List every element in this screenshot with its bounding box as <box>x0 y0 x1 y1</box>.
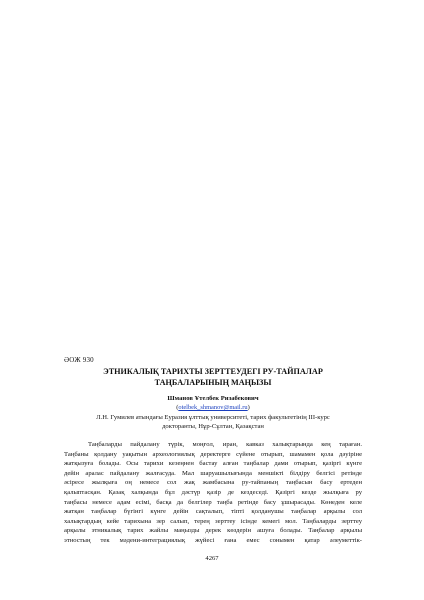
page-number: 4267 <box>205 555 219 562</box>
email-open-paren: ( <box>176 404 179 411</box>
body-line: Таңбаларды пайдалану түрік, моңғол, иран, кавказ халықтарында кең тараған. <box>88 441 362 448</box>
body-line: этностың тек мәдени-интеграциялық жүйесі ғана емес сонымен қатар әлеуметтік- <box>64 536 362 544</box>
body-line: қалыптасқан. Қазақ халқында бұл дәстүр қазір де кездеседі. Қазіргі кезде жылқыға ру <box>64 488 362 496</box>
affiliation-line: докторанты, Нұр-Сұлтан, Қазақстан <box>162 423 264 430</box>
body-line: әсіресе жылқыға оң немесе сол жақ жамбасына ру-тайпаның таңбасын басу ертеден <box>64 479 362 487</box>
email-close-paren: ) <box>247 404 250 411</box>
body-line: жатқызуға болады. Осы тарихи кезеңнен бастау алған таңбалар дами отырып, қазіргі күнге <box>64 460 362 468</box>
author-name: Шманов Ұтелбек Ризабекович <box>167 395 259 402</box>
title-line: ЭТНИКАЛЫҚ ТАРИХТЫ ЗЕРТТЕУДЕГІ РУ-ТАЙПАЛАР <box>103 367 323 376</box>
email-link[interactable]: otelbek_shmanov@mail.ru <box>178 404 248 411</box>
body-line: таңбасы немесе адам есімі, басқа да белгілер таңба ретінде басу ұшырасады. Көнеден келе <box>64 498 362 506</box>
udc-code: ӘОЖ 930 <box>64 356 94 364</box>
body-line: арқылы этникалық тарих жайлы маңызды дерек көздерін ашуға болады. Таңбалар арқылы <box>64 527 362 535</box>
body-line: Таңбаны қолдану уақытын археологиялық деректерге сүйене отырып, шамамен қола дәуіріне <box>64 450 362 458</box>
paper-title <box>64 366 362 388</box>
body-paragraph <box>64 440 362 546</box>
title-line: ТАҢБАЛАРЫНЫҢ МАҢЫЗЫ <box>154 378 272 387</box>
author-affiliation <box>64 413 362 431</box>
body-line: жатқан таңбалар бүгінгі күнге дейін сақталып, тіпті қолданушы таңбалар арқылы сол <box>64 508 362 516</box>
affiliation-line: Л.Н. Гумилев атындағы Еуразия ұлттық университеті, тарих факультетінің ІІІ-курс <box>96 414 330 421</box>
body-line: халықтардың кейе тарихына зер салып, терең зерттеу ісінде кемегі мол. Таңбаларды зерттеу <box>64 517 362 525</box>
body-line: дейін аралас пайдалану жалғасуда. Мал шаруашылығында меншікті білдіру белгісі ретінде <box>64 469 362 477</box>
author-email-line <box>64 403 362 412</box>
